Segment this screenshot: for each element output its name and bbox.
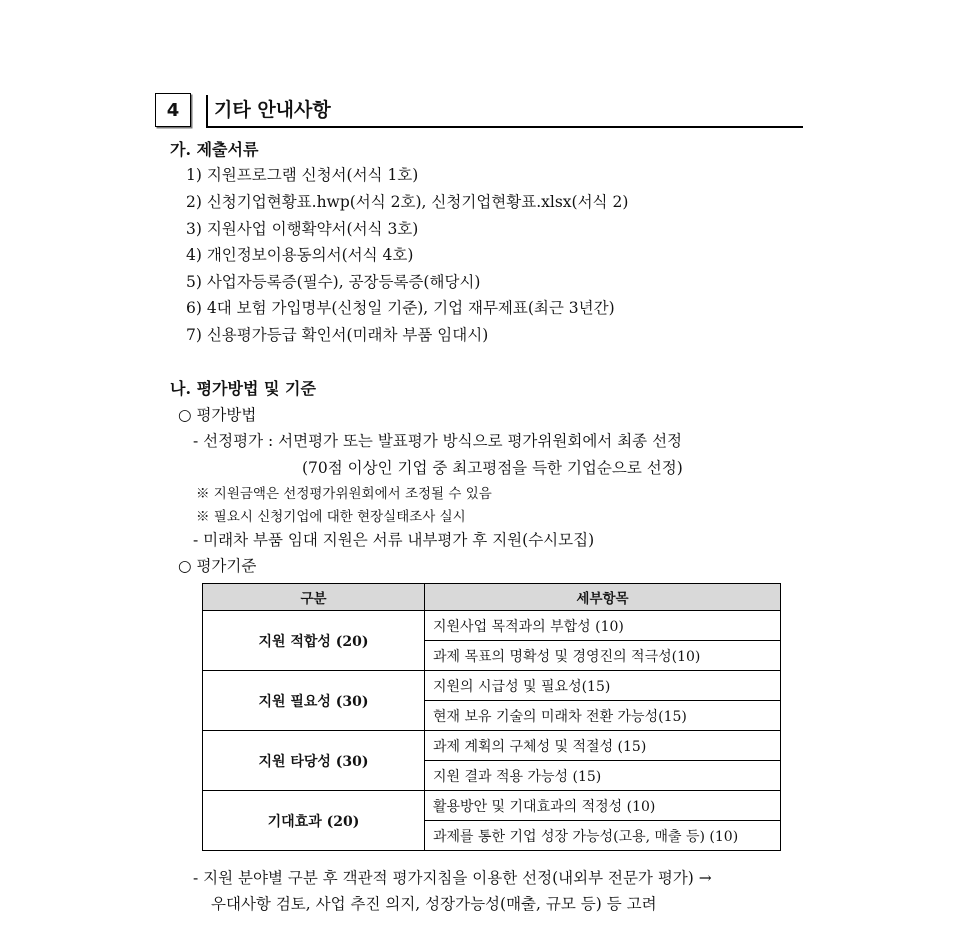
detail-cell: 지원사업 목적과의 부합성 (10) xyxy=(425,611,781,641)
detail-cell: 지원 결과 적용 가능성 (15) xyxy=(425,761,781,791)
detail-cell: 과제 목표의 명확성 및 경영진의 적극성(10) xyxy=(425,641,781,671)
criteria-label: ○ 평가기준 xyxy=(178,557,257,575)
detail-cell: 과제 계획의 구체성 및 적절성 (15) xyxy=(425,731,781,761)
criteria-table xyxy=(202,583,781,851)
document-item-5: 5) 사업자등록증(필수), 공장등록증(해당시) xyxy=(186,273,481,291)
section-underline xyxy=(206,126,803,128)
category-cell: 지원 필요성 (30) xyxy=(203,671,425,731)
detail-cell: 지원의 시급성 및 필요성(15) xyxy=(425,671,781,701)
documents-heading: 가. 제출서류 xyxy=(170,140,259,159)
table-row xyxy=(203,791,781,821)
document-item-6: 6) 4대 보험 가입명부(신청일 기준), 기업 재무제표(최근 3년간) xyxy=(186,299,615,317)
section-divider xyxy=(206,95,208,126)
detail-cell: 활용방안 및 기대효과의 적정성 (10) xyxy=(425,791,781,821)
footer-line-2: 우대사항 검토, 사업 추진 의지, 성장가능성(매출, 규모 등) 등 고려 xyxy=(211,895,657,913)
section-number: 4 xyxy=(166,99,180,121)
category-cell: 지원 타당성 (30) xyxy=(203,731,425,791)
evaluation-heading: 나. 평가방법 및 기준 xyxy=(170,379,316,398)
category-cell: 기대효과 (20) xyxy=(203,791,425,851)
section-number-box xyxy=(155,93,191,127)
detail-cell: 현재 보유 기술의 미래차 전환 가능성(15) xyxy=(425,701,781,731)
detail-cell: 과제를 통한 기업 성장 가능성(고용, 매출 등) (10) xyxy=(425,821,781,851)
method-line-3: - 미래차 부품 임대 지원은 서류 내부평가 후 지원(수시모집) xyxy=(193,531,595,549)
document-item-1: 1) 지원프로그램 신청서(서식 1호) xyxy=(186,166,419,184)
table-header-row xyxy=(203,584,781,611)
method-line-2: (70점 이상인 기업 중 최고평점을 득한 기업순으로 선정) xyxy=(302,459,683,477)
section-title: 기타 안내사항 xyxy=(214,99,331,121)
document-item-4: 4) 개인정보이용동의서(서식 4호) xyxy=(186,246,414,264)
table-row xyxy=(203,611,781,641)
method-label: ○ 평가방법 xyxy=(178,406,257,424)
footer-line-1: - 지원 분야별 구분 후 객관적 평가지침을 이용한 선정(내외부 전문가 평가) → xyxy=(193,869,712,887)
document-item-2: 2) 신청기업현황표.hwp(서식 2호), 신청기업현황표.xlsx(서식 2) xyxy=(186,193,629,211)
category-cell: 지원 적합성 (20) xyxy=(203,611,425,671)
note-2: ※ 필요시 신청기업에 대한 현장실태조사 실시 xyxy=(196,509,466,525)
note-1: ※ 지원금액은 선정평가위원회에서 조정될 수 있음 xyxy=(196,486,492,502)
document-item-7: 7) 신용평가등급 확인서(미래차 부품 임대시) xyxy=(186,326,489,344)
document-item-3: 3) 지원사업 이행확약서(서식 3호) xyxy=(186,220,419,238)
table-row xyxy=(203,671,781,701)
method-line-1: - 선정평가 : 서면평가 또는 발표평가 방식으로 평가위원회에서 최종 선정 xyxy=(193,432,683,450)
table-row xyxy=(203,731,781,761)
table-header-category: 구분 xyxy=(203,584,425,611)
table-header-details: 세부항목 xyxy=(425,584,781,611)
